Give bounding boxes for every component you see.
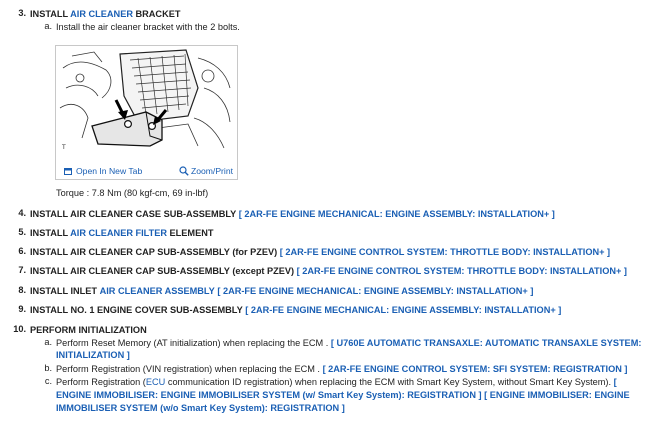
step-3-heading <box>30 8 180 20</box>
magnifier-icon <box>179 166 189 176</box>
step-10c-link-3[interactable]: IMMOBILISER SYSTEM (w/o Smart Key System): REGISTRATION ] <box>56 403 345 413</box>
step-4-number: 4. <box>18 208 26 218</box>
step-3-suffix: BRACKET <box>135 9 181 19</box>
step-8-highlight[interactable]: AIR CLEANER ASSEMBLY <box>99 286 215 296</box>
step-5-prefix: INSTALL <box>30 228 68 238</box>
step-10b-line <box>56 363 627 375</box>
step-5-number: 5. <box>18 227 26 237</box>
step-6-number: 6. <box>18 246 26 256</box>
step-3-number: 3. <box>18 8 26 18</box>
step-7-text: INSTALL AIR CLEANER CAP SUB-ASSEMBLY (except PZEV) <box>30 266 295 276</box>
step-3a-letter: a. <box>44 21 52 31</box>
step-10-number: 10. <box>13 324 26 334</box>
step-10-text: PERFORM INITIALIZATION <box>30 325 147 335</box>
step-10b-link[interactable]: [ 2AR-FE ENGINE CONTROL SYSTEM: SFI SYSTEM: REGISTRATION ] <box>322 364 628 374</box>
step-10c-text-before: Perform Registration ( <box>56 377 146 387</box>
svg-text:T: T <box>62 144 66 151</box>
torque-spec: Torque : 7.8 Nm (80 kgf-cm, 69 in-lbf) <box>56 188 209 198</box>
step-10c-link-2[interactable]: ENGINE IMMOBILISER: ENGINE IMMOBILISER SYSTEM (w/ Smart Key System): REGISTRATION ] [ ENGINE IMMOBILISER: ENGINE <box>56 390 630 400</box>
step-10b-letter: b. <box>44 363 52 373</box>
step-10a-line-2 <box>56 349 130 361</box>
air-cleaner-bracket-illustration[interactable] <box>58 48 235 151</box>
step-7-number: 7. <box>18 265 26 275</box>
step-5-suffix: ELEMENT <box>169 228 214 238</box>
step-10c-highlight[interactable]: ECU <box>145 377 166 387</box>
step-4-link[interactable]: [ 2AR-FE ENGINE MECHANICAL: ENGINE ASSEMBLY: INSTALLATION+ ] <box>238 209 555 219</box>
step-8-number: 8. <box>18 285 26 295</box>
step-8-line <box>30 285 533 297</box>
step-6-line <box>30 246 610 258</box>
step-9-number: 9. <box>18 304 26 314</box>
step-10a-letter: a. <box>44 337 52 347</box>
step-8-prefix: INSTALL INLET <box>30 286 98 296</box>
step-6-link[interactable]: [ 2AR-FE ENGINE CONTROL SYSTEM: THROTTLE BODY: INSTALLATION+ ] <box>279 247 611 257</box>
zoom-print-link[interactable] <box>179 166 233 176</box>
step-10a-line <box>56 337 641 349</box>
step-10c-line-2 <box>56 389 630 401</box>
step-10a-link-1[interactable]: [ U760E AUTOMATIC TRANSAXLE: AUTOMATIC TRANSAXLE SYSTEM: <box>330 338 642 348</box>
step-10c-bracket: [ <box>613 377 617 387</box>
step-3-highlight[interactable]: AIR CLEANER <box>70 9 133 19</box>
step-5-line <box>30 227 213 239</box>
step-3a-text: Install the air cleaner bracket with the 2 bolts. <box>56 22 240 32</box>
step-10c-letter: c. <box>44 376 52 386</box>
step-3-prefix: INSTALL <box>30 9 68 19</box>
new-tab-icon <box>64 167 73 176</box>
step-9-line <box>30 304 561 316</box>
step-7-link[interactable]: [ 2AR-FE ENGINE CONTROL SYSTEM: THROTTLE BODY: INSTALLATION+ ] <box>296 266 627 276</box>
step-5-highlight[interactable]: AIR CLEANER FILTER <box>70 228 167 238</box>
step-10c-line-3 <box>56 402 345 414</box>
step-9-text: INSTALL NO. 1 ENGINE COVER SUB-ASSEMBLY <box>30 305 243 315</box>
step-4-text: INSTALL AIR CLEANER CASE SUB-ASSEMBLY <box>30 209 237 219</box>
figure-toolbar <box>56 164 237 179</box>
step-4-line <box>30 208 555 220</box>
step-7-line <box>30 265 627 277</box>
step-10b-text: Perform Registration (VIN registration) when replacing the ECM . <box>56 364 320 374</box>
step-10a-link-2[interactable]: INITIALIZATION ] <box>56 350 130 360</box>
step-10c-line <box>56 376 617 388</box>
open-in-new-tab-label: Open In New Tab <box>76 166 143 176</box>
step-10a-text: Perform Reset Memory (AT initialization) when replacing the ECM . <box>56 338 329 348</box>
step-8-link[interactable]: [ 2AR-FE ENGINE MECHANICAL: ENGINE ASSEMBLY: INSTALLATION+ ] <box>217 286 534 296</box>
zoom-print-label: Zoom/Print <box>190 166 233 176</box>
step-6-text: INSTALL AIR CLEANER CAP SUB-ASSEMBLY (for PZEV) <box>30 247 278 257</box>
step-9-link[interactable]: [ 2AR-FE ENGINE MECHANICAL: ENGINE ASSEMBLY: INSTALLATION+ ] <box>245 305 562 315</box>
illustration-figure <box>55 45 238 180</box>
open-in-new-tab-link[interactable] <box>64 166 142 176</box>
step-10c-text-after: communication ID registration) when replacing the ECM with Smart Key System, without Smart Key System). <box>167 377 612 387</box>
